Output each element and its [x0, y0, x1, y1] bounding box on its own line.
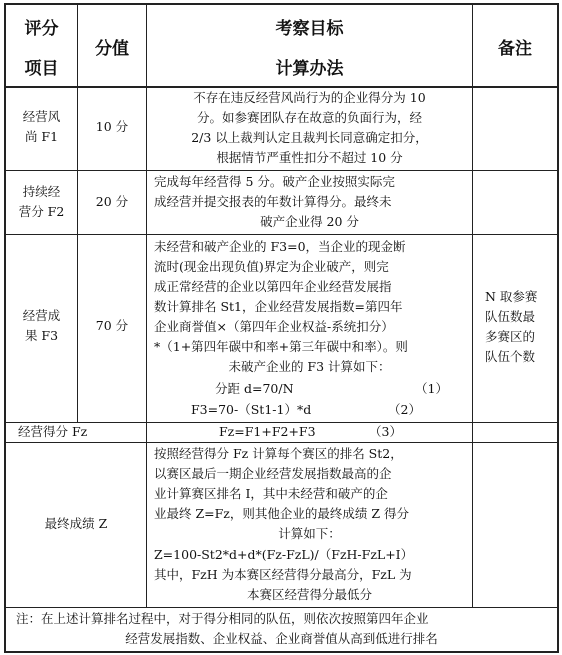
row-method: 分。如参赛团队存在故意的负面行为，经: [196, 110, 422, 125]
row-method: 企业商誉值×（第四年企业权益-系统扣分）: [154, 319, 394, 334]
header-method-label: 计算办法: [275, 59, 344, 79]
row-name: 经营得分 Fz: [18, 424, 88, 439]
formula-1-number: （1）: [415, 381, 448, 396]
note-line: 注：在上述计算排名过程中，对于得分相同的队伍，则依次按照第四年企业: [16, 611, 429, 626]
row-score: 70 分: [95, 318, 129, 333]
row-method: 未经营和破产企业的 F3=0，当企业的现金断: [154, 239, 406, 254]
row-method: 成经营并提交报表的年数计算得分。最终未: [154, 194, 392, 209]
row-name: 营分 F2: [18, 204, 65, 219]
formula-3: Fz=F1+F2+F3: [219, 424, 316, 439]
row-name: 经营成: [22, 308, 61, 323]
header-item-label: 评分: [24, 19, 59, 39]
row-method: 根据情节严重性扣分不超过 10 分: [216, 150, 403, 165]
row-method: 破产企业得 20 分: [260, 214, 359, 229]
row-method: 本赛区经营得分最低分: [246, 587, 372, 602]
formula-z: Z=100-St2*d+d*(Fz-FzL)/（FzH-FzL+I）: [154, 547, 414, 562]
row-remark: N 取参赛: [485, 289, 538, 304]
header-target-label: 考察目标: [275, 19, 344, 39]
row-name: 最终成绩 Z: [44, 516, 108, 531]
row-name: 果 F3: [24, 328, 59, 343]
row-method: 2/3 以上裁判认定且裁判长同意确定扣分，: [191, 130, 428, 145]
row-remark: 队伍个数: [485, 349, 536, 364]
formula-3-number: （3）: [369, 424, 402, 439]
header-score-label: 分值: [95, 39, 129, 59]
row-method: 业计算赛区排名 I，其中未经营和破产的企: [154, 486, 388, 501]
formula-2: F3=70-（St1-1）*d: [191, 402, 312, 417]
formula-1: 分距 d=70/N: [215, 381, 294, 396]
row-method: 流时(现金出现负值)界定为企业破产，则完: [154, 259, 389, 274]
row-method: 按照经营得分 Fz 计算每个赛区的排名 St2，: [154, 446, 403, 461]
row-method: 完成每年经营得 5 分。破产企业按照实际完: [154, 174, 395, 189]
row-method: 不存在违反经营风尚行为的企业得分为 10: [193, 90, 426, 105]
row-score: 20 分: [95, 194, 129, 209]
row-method: 以赛区最后一期企业经营发展指数最高的企: [154, 466, 392, 481]
row-method: 成正常经营的企业以第四年企业经营发展指: [154, 279, 392, 294]
row-remark: 队伍数最: [485, 309, 536, 324]
row-score: 10 分: [95, 119, 129, 134]
row-remark: 多赛区的: [485, 329, 536, 344]
formula-2-number: （2）: [388, 402, 421, 417]
row-method: *（1+第四年碳中和率+第三年碳中和率）。则: [154, 339, 408, 354]
row-method: 未破产企业的 F3 计算如下：: [228, 359, 391, 374]
row-name: 尚 F1: [24, 129, 59, 144]
header-item-label-2: 项目: [24, 59, 59, 79]
note-line: 经营发展指数、企业权益、企业商誉值从高到低进行排名: [125, 631, 438, 646]
row-method: 业最终 Z=Fz，则其他企业的最终成绩 Z 得分: [154, 506, 410, 521]
row-method: 其中，FzH 为本赛区经营得分最高分，FzL 为: [154, 567, 412, 582]
row-method: 计算如下：: [278, 526, 341, 541]
header-remark-label: 备注: [498, 39, 532, 59]
row-name: 持续经: [22, 184, 61, 199]
row-method: 数计算排名 St1，企业经营发展指数=第四年: [154, 299, 403, 314]
row-name: 经营风: [22, 109, 61, 124]
